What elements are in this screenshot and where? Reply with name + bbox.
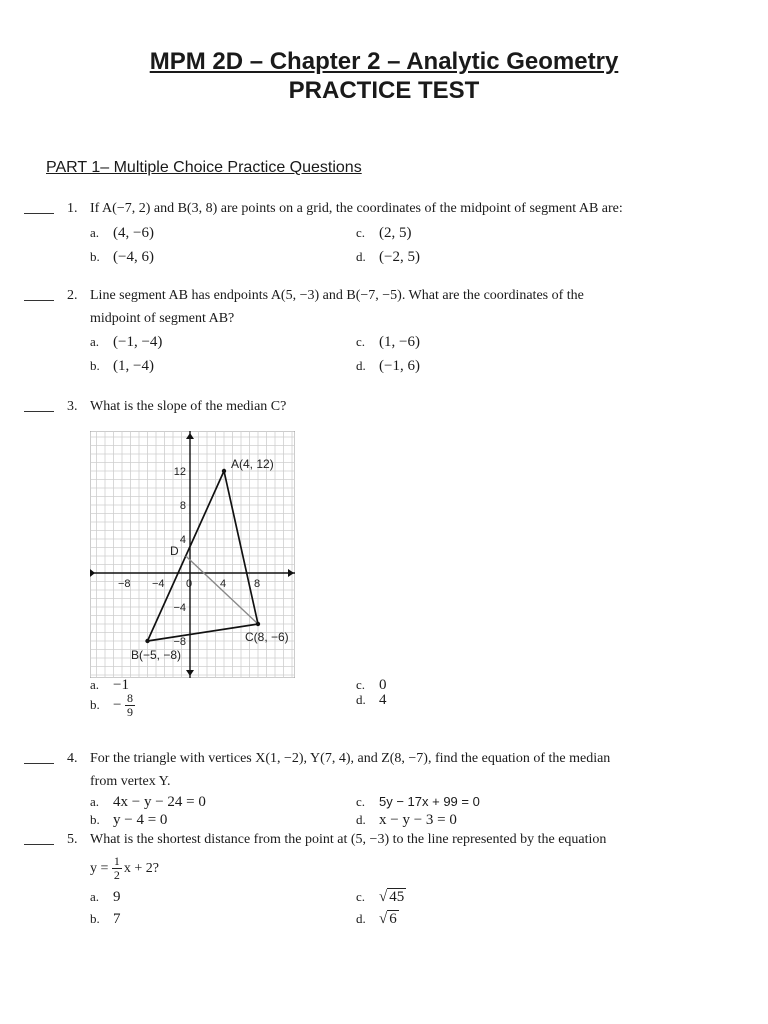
choice-b: b. (−4, 6) (90, 249, 154, 265)
fraction: $\frac{1}{2}$ (113, 854, 120, 883)
label-d: D (170, 544, 179, 558)
choice-d: d. 4 (356, 692, 387, 708)
question-4 (24, 747, 744, 829)
question-number: 5. (67, 832, 78, 847)
document-title: MPM 2D – Chapter 2 – Analytic Geometry (149, 48, 619, 75)
label-c: C(8, −6) (245, 630, 289, 644)
question-text-continued: midpoint of segment AB? (90, 311, 235, 326)
question-number: 2. (67, 288, 78, 303)
choice-d: d. x − y − 3 = 0 (356, 812, 457, 828)
choice-a: a. 9 (90, 889, 121, 905)
y-tick-label: 8 (179, 500, 186, 512)
x-tick-label: −8 (118, 578, 131, 590)
question-number: 3. (67, 399, 78, 414)
section-heading: PART 1– Multiple Choice Practice Questions (46, 159, 362, 176)
label-a: A(4, 12) (231, 457, 274, 471)
question-equation: y = $\frac{1}{2}$ x + 2? (90, 854, 160, 883)
choice-d: d. √ 6 (356, 908, 399, 931)
question-2 (24, 284, 744, 378)
choice-a: a. (−1, −4) (90, 334, 163, 350)
answer-blank[interactable] (24, 844, 54, 845)
point-b (145, 639, 149, 643)
question-text: What is the slope of the median C? (90, 399, 287, 414)
answer-blank[interactable] (24, 411, 54, 412)
y-tick-label: 12 (173, 466, 186, 478)
question-text: For the triangle with vertices X(1, −2), Y(7, 4), and Z(8, −7), find the equation of the median (90, 751, 611, 766)
choice-c: c. (2, 5) (356, 225, 412, 241)
question-3-choices (24, 676, 744, 734)
choice-a: a. 4x − y − 24 = 0 (90, 794, 206, 810)
question-number: 1. (67, 201, 78, 216)
choice-c: c. 0 (356, 677, 387, 693)
question-text: What is the shortest distance from the point at (5, −3) to the line represented by the equation (90, 832, 607, 847)
question-5 (24, 828, 744, 930)
document-subtitle: PRACTICE TEST (288, 77, 480, 104)
question-number: 4. (67, 751, 78, 766)
choice-b: b. (1, −4) (90, 358, 154, 374)
choice-c: c. 5y − 17x + 99 = 0 (356, 794, 480, 809)
choice-b: b. y − 4 = 0 (90, 812, 168, 828)
question-text-continued: from vertex Y. (90, 774, 171, 789)
square-root: √ 6 (379, 911, 397, 927)
answer-blank[interactable] (24, 763, 54, 764)
choice-c: c. √ 45 (356, 886, 406, 909)
choice-b: b. − $\frac{8}{9}$ (90, 691, 133, 719)
x-tick-label: −4 (152, 578, 165, 590)
fraction: $\frac{8}{9}$ (126, 691, 133, 719)
question-3 (24, 395, 744, 419)
triangle-graph (90, 431, 295, 678)
choice-a: a. −1 (90, 677, 129, 693)
answer-blank[interactable] (24, 213, 54, 214)
question-text: Line segment AB has endpoints A(5, −3) and B(−7, −5). What are the coordinates of the (90, 288, 584, 303)
point-c (256, 622, 260, 626)
choice-b: b. 7 (90, 911, 121, 927)
square-root: √ 45 (379, 889, 405, 905)
choice-d: d. (−2, 5) (356, 249, 420, 265)
point-a (222, 469, 226, 473)
y-tick-label: 4 (179, 534, 186, 546)
choice-a: a. (4, −6) (90, 225, 154, 241)
question-1 (24, 197, 744, 269)
answer-blank[interactable] (24, 300, 54, 301)
x-tick-label: 8 (254, 578, 261, 590)
label-b: B(−5, −8) (131, 648, 182, 662)
question-text: If A(−7, 2) and B(3, 8) are points on a grid, the coordinates of the midpoint of segment AB are: (90, 201, 623, 216)
x-tick-label: 4 (220, 578, 227, 590)
choice-d: d. (−1, 6) (356, 358, 420, 374)
x-tick-label: 0 (186, 578, 193, 590)
y-tick-label: −8 (173, 636, 186, 648)
y-tick-label: −4 (173, 602, 186, 614)
choice-c: c. (1, −6) (356, 334, 420, 350)
